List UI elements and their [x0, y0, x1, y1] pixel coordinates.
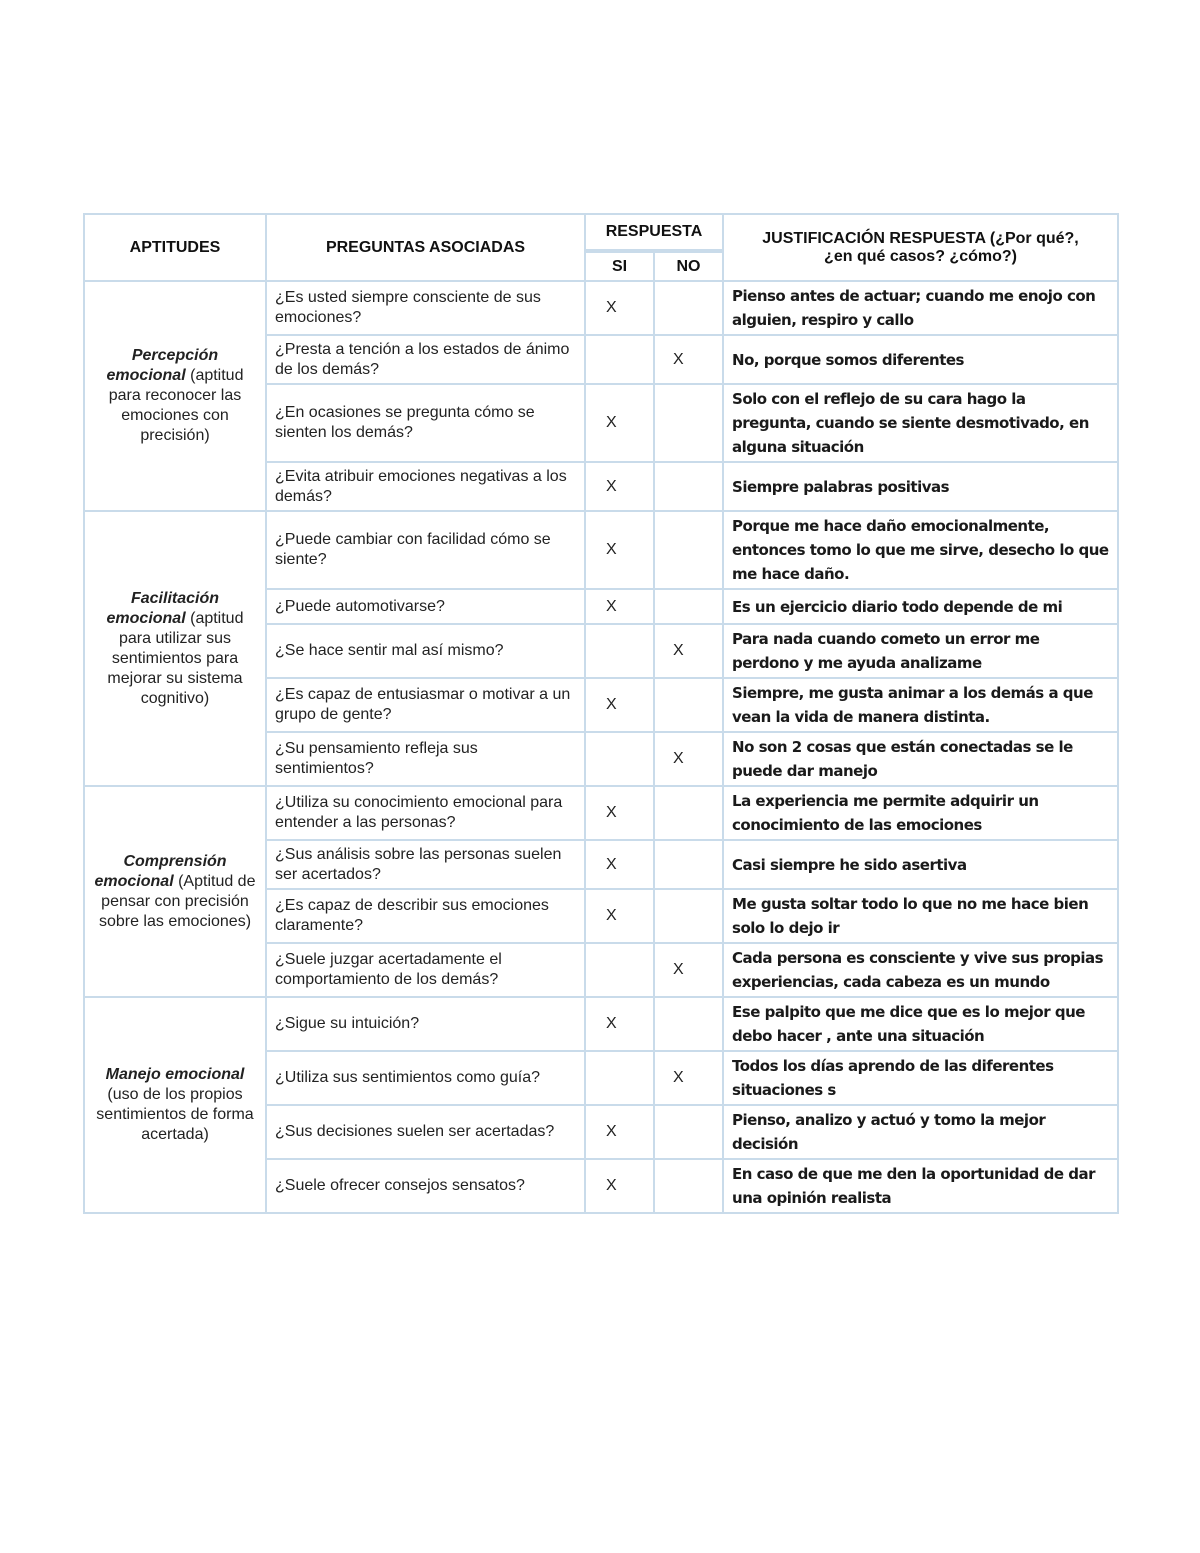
si-mark-cell: [585, 624, 654, 678]
si-mark-cell: X: [585, 997, 654, 1051]
question-cell: ¿Sigue su intuición?: [266, 997, 585, 1051]
question-cell: ¿Evita atribuir emociones negativas a los demás?: [266, 462, 585, 511]
si-mark-cell: X: [585, 281, 654, 335]
justification-cell: Ese palpito que me dice que es lo mejor que debo hacer , ante una situación: [723, 997, 1118, 1051]
no-mark-cell: [654, 997, 723, 1051]
si-mark-cell: [585, 335, 654, 384]
aptitude-description: (aptitud para utilizar sus sentimientos para mejorar su sistema cognitivo): [107, 609, 244, 707]
question-cell: ¿Suele juzgar acertadamente el comportamiento de los demás?: [266, 943, 585, 997]
no-mark-cell: X: [654, 335, 723, 384]
aptitude-description: (aptitud para reconocer las emociones con precisión): [108, 367, 244, 444]
si-mark-cell: X: [585, 589, 654, 624]
no-mark-cell: [654, 678, 723, 732]
aptitude-cell: [84, 786, 266, 997]
question-cell: ¿Suele ofrecer consejos sensatos?: [266, 1159, 585, 1213]
no-mark-cell: [654, 511, 723, 589]
justification-cell: Todos los días aprendo de las diferentes situaciones s: [723, 1051, 1118, 1105]
aptitude-cell: [84, 997, 266, 1213]
no-mark-cell: [654, 281, 723, 335]
justification-cell: La experiencia me permite adquirir un conocimiento de las emociones: [723, 786, 1118, 840]
no-mark-cell: X: [654, 624, 723, 678]
header-aptitudes: APTITUDES: [84, 214, 266, 281]
justification-cell: Me gusta soltar todo lo que no me hace bien solo lo dejo ir: [723, 889, 1118, 943]
justification-cell: Cada persona es consciente y vive sus propias experiencias, cada cabeza es un mundo: [723, 943, 1118, 997]
justification-cell: Pienso antes de actuar; cuando me enojo con alguien, respiro y callo: [723, 281, 1118, 335]
question-cell: ¿En ocasiones se pregunta cómo se sienten los demás?: [266, 384, 585, 462]
no-mark-cell: X: [654, 732, 723, 786]
si-mark-cell: X: [585, 1159, 654, 1213]
question-cell: ¿Utiliza sus sentimientos como guía?: [266, 1051, 585, 1105]
question-cell: ¿Es capaz de describir sus emociones claramente?: [266, 889, 585, 943]
question-cell: ¿Su pensamiento refleja sus sentimientos?: [266, 732, 585, 786]
justification-cell: No son 2 cosas que están conectadas se le puede dar manejo: [723, 732, 1118, 786]
no-mark-cell: [654, 1105, 723, 1159]
justification-cell: Solo con el reflejo de su cara hago la pregunta, cuando se siente desmotivado, en alguna situación: [723, 384, 1118, 462]
justification-cell: Es un ejercicio diario todo depende de mi: [723, 589, 1118, 624]
header-justificacion-line1: JUSTIFICACIÓN RESPUESTA (¿Por qué?,: [762, 229, 1079, 247]
table-row: [84, 511, 1118, 589]
question-cell: ¿Es capaz de entusiasmar o motivar a un grupo de gente?: [266, 678, 585, 732]
si-mark-cell: X: [585, 889, 654, 943]
si-mark-cell: X: [585, 840, 654, 889]
aptitude-cell: [84, 511, 266, 786]
si-mark-cell: X: [585, 462, 654, 511]
justification-cell: Pienso, analizo y actuó y tomo la mejor decisión: [723, 1105, 1118, 1159]
table-body: [84, 281, 1118, 1213]
justification-cell: Porque me hace daño emocionalmente, entonces tomo lo que me sirve, desecho lo que me hace daño.: [723, 511, 1118, 589]
question-cell: ¿Presta a tención a los estados de ánimo de los demás?: [266, 335, 585, 384]
aptitude-cell: [84, 281, 266, 511]
si-mark-cell: [585, 1051, 654, 1105]
no-mark-cell: [654, 840, 723, 889]
table-row: [84, 281, 1118, 335]
header-si: SI: [585, 251, 654, 281]
header-respuesta: RESPUESTA: [585, 214, 723, 251]
aptitude-description: (uso de los propios sentimientos de forma acertada): [96, 1086, 254, 1143]
table-header: [84, 214, 1118, 281]
si-mark-cell: X: [585, 384, 654, 462]
justification-cell: No, porque somos diferentes: [723, 335, 1118, 384]
table-row: [84, 786, 1118, 840]
no-mark-cell: X: [654, 943, 723, 997]
si-mark-cell: X: [585, 1105, 654, 1159]
justification-cell: Casi siempre he sido asertiva: [723, 840, 1118, 889]
question-cell: ¿Puede cambiar con facilidad cómo se siente?: [266, 511, 585, 589]
aptitudes-table: [83, 213, 1119, 1214]
question-cell: ¿Puede automotivarse?: [266, 589, 585, 624]
aptitude-description: (Aptitud de pensar con precisión sobre las emociones): [98, 872, 256, 930]
question-cell: ¿Sus decisiones suelen ser acertadas?: [266, 1105, 585, 1159]
justification-cell: Siempre, me gusta animar a los demás a que vean la vida de manera distinta.: [723, 678, 1118, 732]
si-mark-cell: [585, 732, 654, 786]
aptitude-name: Comprensión emocional: [94, 852, 227, 890]
no-mark-cell: [654, 384, 723, 462]
si-mark-cell: [585, 943, 654, 997]
aptitude-name: Percepción emocional: [106, 347, 219, 384]
no-mark-cell: [654, 1159, 723, 1213]
si-mark-cell: X: [585, 678, 654, 732]
aptitude-name: Manejo emocional: [105, 1066, 245, 1083]
justification-cell: En caso de que me den la oportunidad de dar una opinión realista: [723, 1159, 1118, 1213]
header-justificacion-line2: ¿en qué casos? ¿cómo?): [824, 247, 1017, 265]
aptitude-name: Facilitación emocional: [106, 589, 220, 627]
question-cell: ¿Se hace sentir mal así mismo?: [266, 624, 585, 678]
no-mark-cell: [654, 589, 723, 624]
no-mark-cell: [654, 462, 723, 511]
si-mark-cell: X: [585, 786, 654, 840]
si-mark-cell: X: [585, 511, 654, 589]
no-mark-cell: [654, 786, 723, 840]
question-cell: ¿Sus análisis sobre las personas suelen ser acertados?: [266, 840, 585, 889]
no-mark-cell: X: [654, 1051, 723, 1105]
justification-cell: Siempre palabras positivas: [723, 462, 1118, 511]
header-justificacion: [723, 214, 1118, 281]
question-cell: ¿Utiliza su conocimiento emocional para entender a las personas?: [266, 786, 585, 840]
justification-cell: Para nada cuando cometo un error me perdono y me ayuda analizame: [723, 624, 1118, 678]
question-cell: ¿Es usted siempre consciente de sus emociones?: [266, 281, 585, 335]
header-preguntas: PREGUNTAS ASOCIADAS: [266, 214, 585, 281]
no-mark-cell: [654, 889, 723, 943]
header-no: NO: [654, 251, 723, 281]
table-row: [84, 997, 1118, 1051]
